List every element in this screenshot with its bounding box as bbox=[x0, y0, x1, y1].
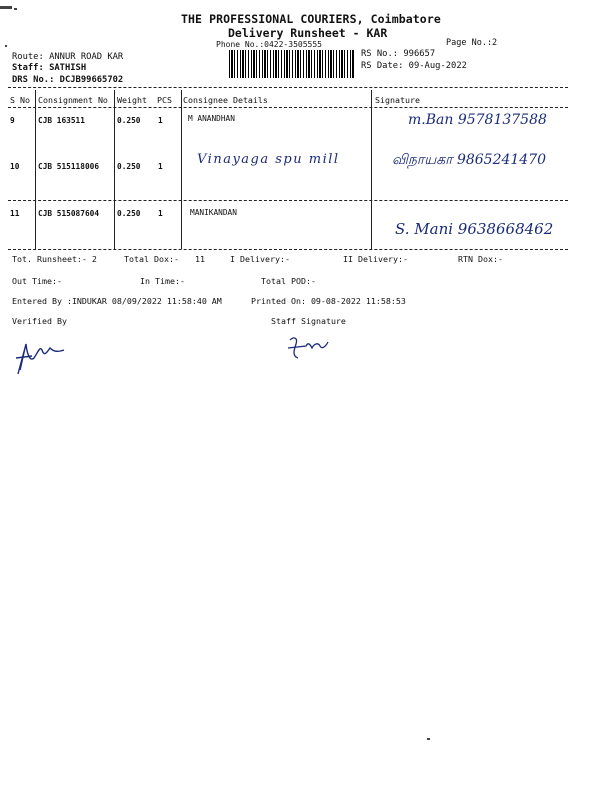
column-header: Signature bbox=[375, 95, 420, 105]
row-pcs: 1 bbox=[158, 209, 163, 218]
row-signature: S. Mani 9638668462 bbox=[395, 220, 554, 238]
column-header: Consignee Details bbox=[183, 95, 268, 105]
barcode bbox=[229, 50, 355, 78]
column-header: Weight bbox=[117, 95, 147, 105]
column-divider bbox=[371, 90, 372, 249]
out-time: Out Time:- bbox=[12, 276, 62, 286]
drs-number: DRS No.: DCJB99665702 bbox=[12, 75, 124, 85]
phone-number: Phone No.:0422-3505555 bbox=[216, 40, 322, 49]
rtn-dox: RTN Dox:- bbox=[458, 254, 503, 264]
in-time: In Time:- bbox=[140, 276, 185, 286]
table-top-rule bbox=[8, 87, 568, 88]
row-pcs: 1 bbox=[158, 116, 163, 125]
total-runsheet: Tot. Runsheet:- 2 bbox=[12, 254, 97, 264]
row-divider bbox=[8, 200, 568, 201]
row-consignee: M ANANDHAN bbox=[188, 114, 235, 123]
row-consignment: CJB 515087604 bbox=[38, 209, 100, 218]
ii-delivery: II Delivery:- bbox=[343, 254, 408, 264]
i-delivery: I Delivery:- bbox=[230, 254, 290, 264]
column-header: Consignment No bbox=[38, 95, 108, 105]
row-weight: 0.250 bbox=[117, 162, 141, 171]
total-dox-value: 11 bbox=[195, 254, 205, 264]
staff-signature bbox=[284, 332, 334, 364]
column-divider bbox=[35, 90, 36, 249]
rs-date: RS Date: 09-Aug-2022 bbox=[361, 61, 467, 71]
printed-on: Printed On: 09-08-2022 11:58:53 bbox=[251, 296, 406, 306]
table-bottom-rule bbox=[8, 249, 568, 250]
row-weight: 0.250 bbox=[117, 116, 141, 125]
row-consignment: CJB 515118006 bbox=[38, 162, 100, 171]
scan-mark bbox=[5, 45, 7, 47]
verifier-signature bbox=[12, 332, 82, 377]
table-header-rule bbox=[8, 107, 568, 108]
scan-mark bbox=[14, 8, 17, 10]
page-number: Page No.:2 bbox=[446, 38, 498, 48]
total-dox-label: Total Dox:- bbox=[124, 254, 179, 264]
staff-signature-label: Staff Signature bbox=[271, 316, 346, 326]
row-consignee: MANIKANDAN bbox=[190, 208, 237, 217]
company-name: THE PROFESSIONAL COURIERS, Coimbatore bbox=[181, 12, 441, 26]
column-header: S No bbox=[10, 95, 30, 105]
scan-mark bbox=[427, 738, 430, 740]
entered-by: Entered By :INDUKAR 08/09/2022 11:58:40 AM bbox=[12, 296, 222, 306]
total-pod: Total POD:- bbox=[261, 276, 316, 286]
staff: Staff: SATHISH bbox=[12, 63, 87, 73]
column-header: PCS bbox=[157, 95, 172, 105]
row-signature: m.Ban 9578137588 bbox=[408, 112, 547, 128]
document-title: Delivery Runsheet - KAR bbox=[228, 26, 388, 40]
row-signature: விநாயகா 9865241470 bbox=[392, 152, 547, 168]
column-divider bbox=[114, 90, 115, 249]
column-divider bbox=[181, 90, 182, 249]
scan-mark bbox=[0, 6, 12, 9]
verified-by-label: Verified By bbox=[12, 316, 67, 326]
rs-number: RS No.: 996657 bbox=[361, 49, 436, 59]
row-consignee-handwritten: Vinayaga spu mill bbox=[197, 152, 340, 167]
row-sno: 9 bbox=[10, 116, 15, 125]
row-sno: 11 bbox=[10, 209, 20, 218]
row-sno: 10 bbox=[10, 162, 20, 171]
row-pcs: 1 bbox=[158, 162, 163, 171]
row-weight: 0.250 bbox=[117, 209, 141, 218]
row-consignment: CJB 163511 bbox=[38, 116, 85, 125]
route: Route: ANNUR ROAD KAR bbox=[12, 52, 124, 62]
